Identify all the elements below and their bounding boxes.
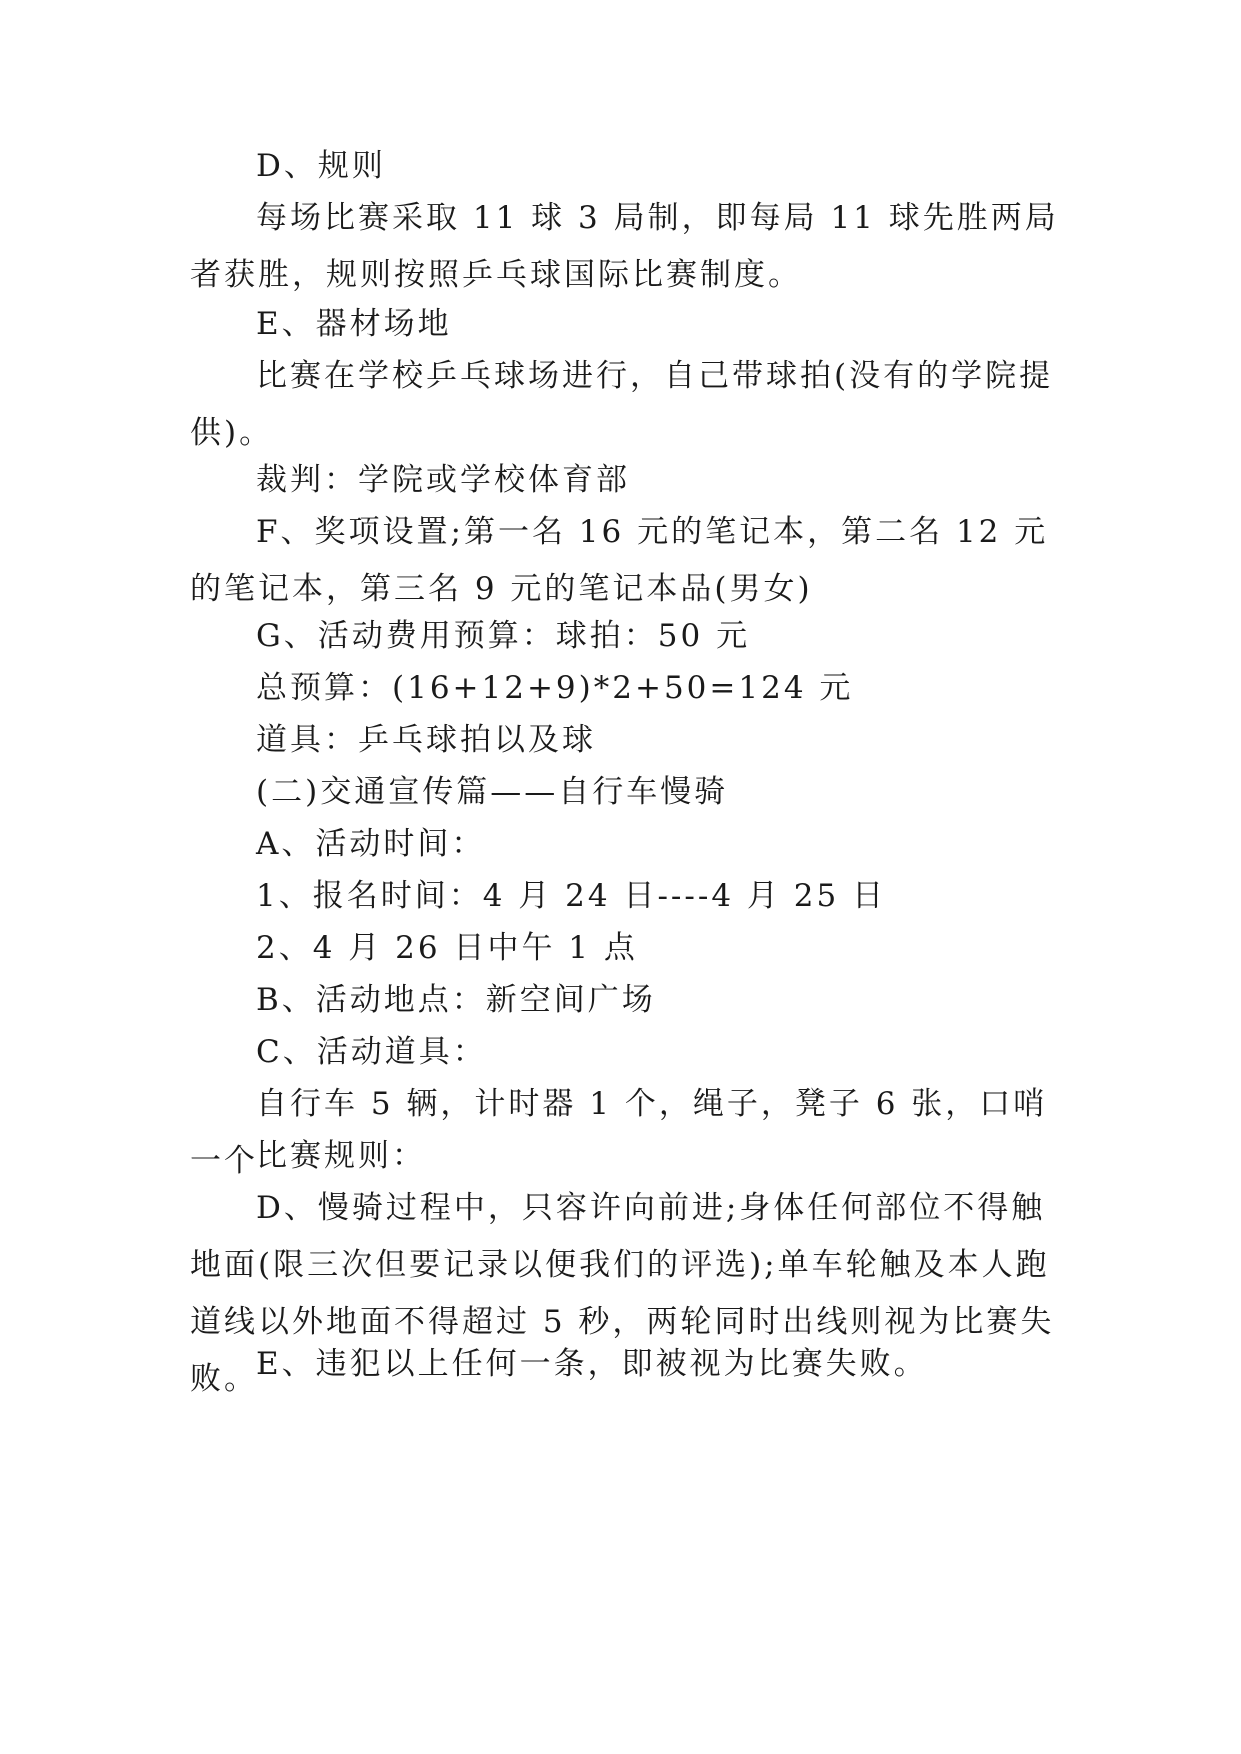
- paragraph-venue-detail: 比赛在学校乒乓球场进行，自己带球拍(没有的学院提供)。: [190, 358, 1054, 451]
- paragraph-referee: 裁判：学院或学校体育部: [256, 462, 630, 498]
- paragraph-activity-location: B、活动地点：新空间广场: [256, 982, 656, 1018]
- paragraph-total-budget: 总预算：(16+12+9)*2+50=124 元: [256, 670, 854, 706]
- heading-activity-time: A、活动时间：: [256, 826, 486, 862]
- paragraph-event-time: 2、4 月 26 日中午 1 点: [256, 930, 638, 966]
- heading-rules: D、规则: [256, 148, 386, 184]
- paragraph-slow-ride-rules: D、慢骑过程中，只容许向前进;身体任何部位不得触地面(限三次但要记录以便我们的评选);单车轮触及本人跑道线以外地面不得超过 5 秒，两轮同时出线则视为比赛失败。: [190, 1190, 1055, 1397]
- paragraph-props-list: 自行车 5 辆，计时器 1 个，绳子，凳子 6 张，口哨一个: [190, 1086, 1048, 1179]
- heading-activity-props: C、活动道具：: [256, 1034, 487, 1070]
- paragraph-rules-detail: 每场比赛采取 11 球 3 局制，即每局 11 球先胜两局者获胜，规则按照乒乓球国际比赛制度。: [190, 200, 1059, 293]
- paragraph-awards: F、奖项设置;第一名 16 元的笔记本，第二名 12 元的笔记本，第三名 9 元的笔记本品(男女): [190, 514, 1049, 607]
- heading-equipment-venue: E、器材场地: [256, 306, 452, 342]
- heading-traffic-section: (二)交通宣传篇——自行车慢骑: [256, 774, 729, 810]
- paragraph-violation: E、违犯以上任何一条，即被视为比赛失败。: [256, 1346, 928, 1382]
- paragraph-props: 道具：乒乓球拍以及球: [256, 722, 596, 758]
- paragraph-registration-time: 1、报名时间：4 月 24 日----4 月 25 日: [256, 878, 887, 914]
- paragraph-expense-budget: G、活动费用预算：球拍：50 元: [256, 618, 751, 654]
- heading-competition-rules: 比赛规则：: [256, 1138, 426, 1174]
